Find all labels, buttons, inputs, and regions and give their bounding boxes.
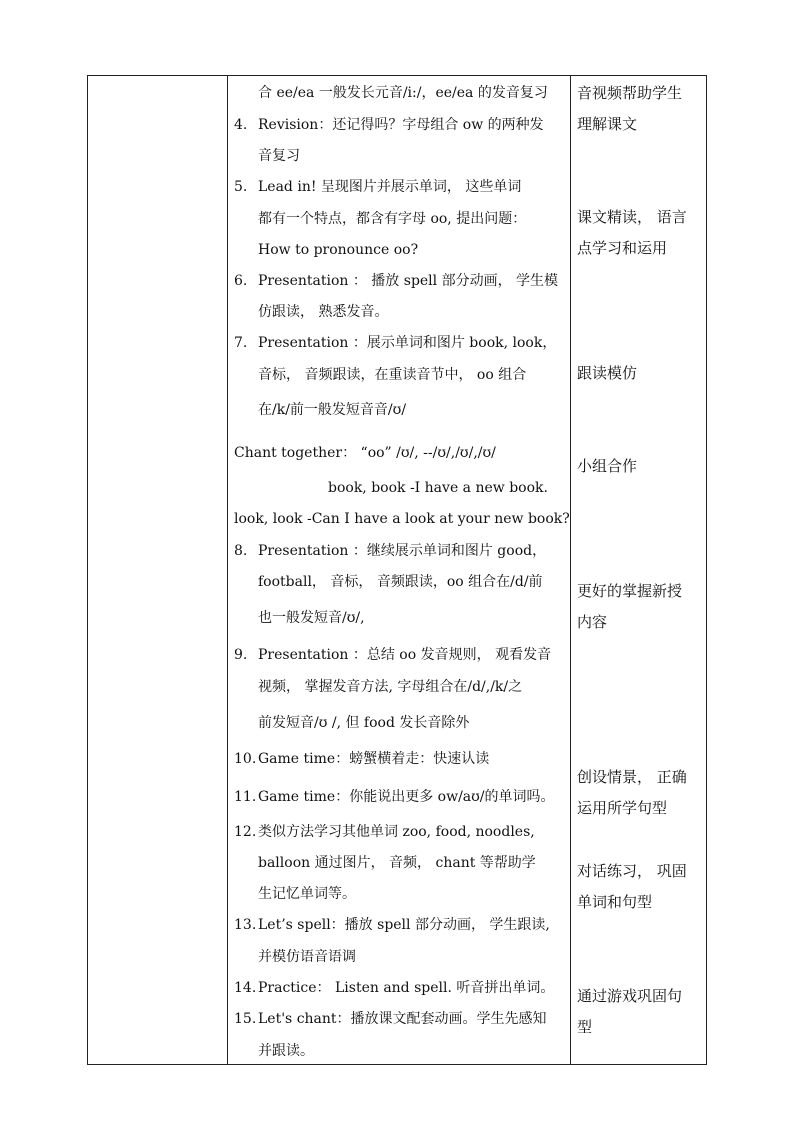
step-number: 7. <box>234 335 248 351</box>
step-text-line: 视频， 掌握发音方法, 字母组合在/d/,/k/之 <box>258 679 523 695</box>
purpose-note-line: 更好的掌握新授 <box>577 582 683 600</box>
step-number: 15. <box>234 1011 257 1027</box>
step-text-line: Presentation ：继续展示单词和图片 good， <box>258 543 547 559</box>
step-text-line: Presentation ：展示单词和图片 book, look， <box>258 335 557 351</box>
left-column-cell <box>88 76 227 1064</box>
intro-line: 合 ee/ea 一般发长元音/i:/，ee/ea 的发音复习 <box>258 85 548 101</box>
step-number: 11. <box>234 789 257 805</box>
step-text-line: Let's chant：播放课文配套动画。学生先感知 <box>258 1011 547 1027</box>
step-text-line: 生记忆单词等。 <box>258 886 356 902</box>
step-text-line: balloon 通过图片， 音频， chant 等帮助学 <box>258 855 536 871</box>
step-number: 5. <box>234 179 248 195</box>
lesson-plan-table <box>87 75 707 1065</box>
purpose-note-line: 通过游戏巩固句 <box>577 987 683 1005</box>
chant-line: Chant together： “oo” /ʊ/, --/ʊ/,/ʊ/,/ʊ/ <box>234 445 496 461</box>
step-text-line: Revision：还记得吗？字母组合 ow 的两种发 <box>258 117 544 133</box>
step-text-line: Presentation ：总结 oo 发音规则， 观看发音 <box>258 647 552 663</box>
step-text-line: 音标， 音频跟读，在重读音节中， oo 组合 <box>258 367 527 383</box>
purpose-note-line: 小组合作 <box>577 457 638 475</box>
purpose-note-line: 课文精读， 语言 <box>577 208 687 226</box>
step-text-line: Practice： Listen and spell. 听音拼出单词。 <box>258 980 555 996</box>
step-text-line: 音复习 <box>258 148 300 164</box>
purpose-note-line: 理解课文 <box>577 115 638 133</box>
step-text-line: 类似方法学习其他单词 zoo, food, noodles, <box>258 824 535 840</box>
purpose-note-line: 内容 <box>577 613 608 631</box>
purpose-note-line: 跟读模仿 <box>577 364 638 382</box>
step-text-line: 并跟读。 <box>258 1043 314 1059</box>
step-text-line: 也一般发短音/ʊ/, <box>258 610 365 626</box>
chant-line: look, look -Can I have a look at your new book? <box>234 511 570 527</box>
purpose-note-line: 型 <box>577 1018 593 1036</box>
purpose-note-line: 单词和句型 <box>577 893 653 911</box>
step-text-line: 仿跟读， 熟悉发音。 <box>258 304 389 320</box>
purpose-note-line: 创设情景， 正确 <box>577 768 687 786</box>
purpose-note <box>577 202 703 264</box>
step-number: 13. <box>234 917 257 933</box>
step-number: 14. <box>234 980 257 996</box>
step-text-line: How to pronounce oo? <box>258 242 419 258</box>
step-number: 12. <box>234 824 257 840</box>
purpose-note <box>577 762 703 824</box>
step-text-line: Presentation ： 播放 spell 部分动画， 学生模 <box>258 273 559 289</box>
step-text-line: Game time：你能说出更多 ow/aʊ/的单词吗。 <box>258 789 555 805</box>
purpose-note-line: 音视频帮助学生 <box>577 84 683 102</box>
step-text-line: Game time：螃蟹横着走：快速认读 <box>258 751 490 767</box>
step-text-line: Let’s spell：播放 spell 部分动画， 学生跟读, <box>258 917 550 933</box>
step-text-line: 在/k/前一般发短音音/ʊ/ <box>258 402 407 418</box>
procedure-column-cell <box>228 76 570 1064</box>
step-text-line: 都有一个特点，都含有字母 oo, 提出问题： <box>258 211 527 227</box>
purpose-note <box>577 856 703 918</box>
step-number: 10. <box>234 751 257 767</box>
purpose-note <box>577 358 703 389</box>
step-number: 9. <box>234 647 248 663</box>
purpose-note <box>577 576 703 638</box>
step-text-line: 前发短音/ʊ /, 但 food 发长音除外 <box>258 715 470 731</box>
purpose-note <box>577 78 703 140</box>
step-text-line: football， 音标， 音频跟读，oo 组合在/d/前 <box>258 574 543 590</box>
purpose-note <box>577 981 703 1043</box>
step-number: 6. <box>234 273 248 289</box>
purpose-note <box>577 451 703 482</box>
step-text-line: Lead in! 呈现图片并展示单词， 这些单词 <box>258 179 522 195</box>
step-text-line: 并模仿语音语调 <box>258 949 356 965</box>
purpose-note-line: 点学习和运用 <box>577 239 668 257</box>
purpose-note-line: 对话练习， 巩固 <box>577 862 687 880</box>
chant-line: book, book -I have a new book. <box>328 480 548 496</box>
purpose-column-cell <box>571 76 707 1064</box>
step-number: 4. <box>234 117 248 133</box>
step-number: 8. <box>234 543 248 559</box>
purpose-note-line: 运用所学句型 <box>577 799 668 817</box>
